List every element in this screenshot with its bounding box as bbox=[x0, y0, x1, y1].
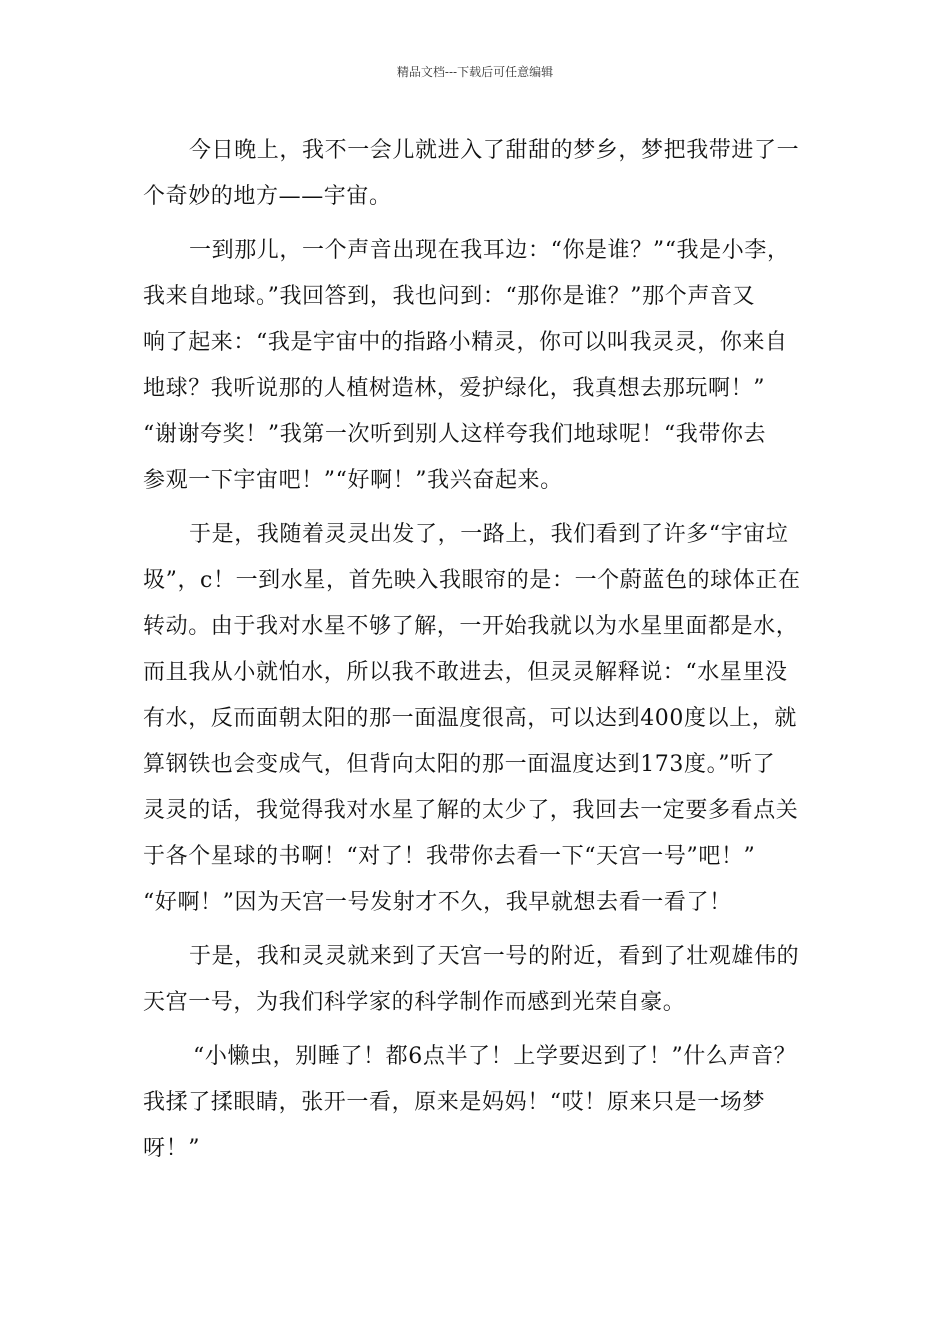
text-line: 参观一下宇宙吧！”“好啊！”我兴奋起来。 bbox=[143, 468, 563, 493]
paragraph bbox=[143, 934, 823, 1026]
text-line: 于是，我和灵灵就来到了天宫一号的附近，看到了壮观雄伟的 bbox=[189, 944, 800, 969]
page-header: 精品文档---下载后可任意编辑 bbox=[396, 65, 554, 79]
essay-body bbox=[143, 128, 823, 1172]
text-line: 算钢铁也会变成气，但背向太阳的那一面温度达到173度。”听了 bbox=[143, 752, 776, 777]
paragraph bbox=[143, 228, 823, 504]
paragraph bbox=[143, 1034, 823, 1172]
text-line: 我来自地球。”我回答到，我也问到：“那你是谁？”那个声音又 bbox=[143, 284, 756, 309]
text-line: 有水，反而面朝太阳的那一面温度很高，可以达到400度以上，就 bbox=[143, 706, 797, 731]
paragraph bbox=[143, 512, 823, 926]
text-line: 转动。由于我对水星不够了解，一开始我就以为水星里面都是水， bbox=[143, 614, 799, 639]
text-line: “小懒虫，别睡了！都6点半了！上学要迟到了！”什么声音？ bbox=[193, 1044, 797, 1069]
text-line: 圾”，c！一到水星，首先映入我眼帘的是：一个蔚蓝色的球体正在 bbox=[143, 568, 801, 593]
text-line: 于是，我随着灵灵出发了，一路上，我们看到了许多“宇宙垃 bbox=[189, 522, 789, 547]
text-line: 于各个星球的书啊！“对了！我带你去看一下“天宫一号”吧！” bbox=[143, 844, 756, 869]
text-line: 我揉了揉眼睛，张开一看，原来是妈妈！“哎！原来只是一场梦 bbox=[143, 1090, 766, 1115]
text-line: “谢谢夸奖！”我第一次听到别人这样夸我们地球呢！“我带你去 bbox=[143, 422, 767, 447]
text-line: 天宫一号，为我们科学家的科学制作而感到光荣自豪。 bbox=[143, 990, 686, 1015]
paragraph bbox=[143, 128, 823, 220]
text-line: 灵灵的话，我觉得我对水星了解的太少了，我回去一定要多看点关 bbox=[143, 798, 799, 823]
text-line: 而且我从小就怕水，所以我不敢进去，但灵灵解释说：“水星里没 bbox=[143, 660, 788, 685]
text-line: 今日晚上，我不一会儿就进入了甜甜的梦乡，梦把我带进了一 bbox=[189, 138, 800, 163]
text-line: 呀！” bbox=[143, 1136, 201, 1161]
text-line: 个奇妙的地方——宇宙。 bbox=[143, 184, 392, 209]
text-line: 响了起来：“我是宇宙中的指路小精灵，你可以叫我灵灵，你来自 bbox=[143, 330, 788, 355]
text-line: 地球？我听说那的人植树造林，爱护绿化，我真想去那玩啊！” bbox=[143, 376, 766, 401]
text-line: “好啊！”因为天宫一号发射才不久，我早就想去看一看了！ bbox=[143, 890, 732, 915]
text-line: 一到那儿，一个声音出现在我耳边：“你是谁？”“我是小李， bbox=[189, 238, 790, 263]
